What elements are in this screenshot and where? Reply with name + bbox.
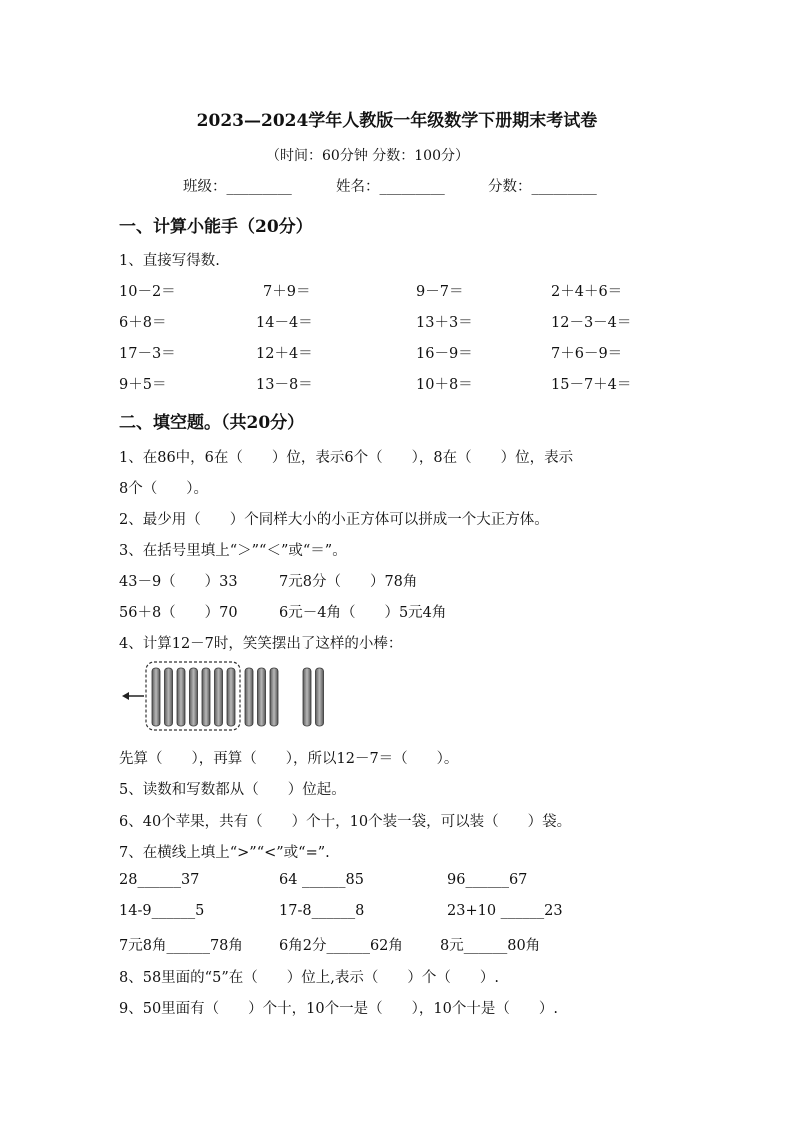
counting-stick [258, 668, 266, 726]
fill-q4: 4、计算12－7时，笑笑摆出了这样的小棒： [119, 636, 403, 652]
blank-compare-item: 64 ______85 [279, 872, 365, 888]
question-1-title: 1、直接写得数. [119, 253, 220, 269]
calc-item: 10－2＝ [119, 284, 176, 300]
calc-item: 6＋8＝ [119, 315, 167, 331]
calc-item: 13－8＝ [256, 377, 313, 393]
fill-q9: 9、50里面有（ ）个十，10个一是（ ），10个十是（ ）. [119, 1001, 558, 1017]
calc-item: 15－7＋4＝ [551, 377, 632, 393]
calc-item: 17－3＝ [119, 346, 176, 362]
counting-stick [177, 668, 185, 726]
fill-q6: 6、40个苹果，共有（ ）个十，10个装一袋，可以装（ ）袋。 [119, 814, 572, 830]
blank-compare-item: 14-9______5 [119, 903, 205, 919]
calc-item: 7＋6－9＝ [551, 346, 623, 362]
calc-item: 7＋9＝ [263, 284, 311, 300]
section-1-heading: 一、计算小能手（20分） [119, 217, 313, 237]
compare-item: 7元8分（ ）78角 [279, 574, 418, 590]
counting-stick [190, 668, 198, 726]
blank-compare-item: 8元______80角 [440, 938, 541, 954]
blank-compare-item: 23+10 ______23 [447, 903, 563, 919]
blank-compare-item: 6角2分______62角 [279, 938, 403, 954]
calc-item: 2＋4＋6＝ [551, 284, 623, 300]
fill-q5: 5、读数和写数都从（ ）位起。 [119, 782, 346, 798]
blank-compare-item: 17-8______8 [279, 903, 365, 919]
compare-item: 56＋8（ ）70 [119, 605, 238, 621]
class-field: 班级：_________ [183, 179, 292, 195]
exam-time-score: （时间：60分钟 分数：100分） [266, 148, 469, 164]
score-field: 分数：_________ [488, 179, 597, 195]
counting-stick [303, 668, 311, 726]
calc-item: 10＋8＝ [416, 377, 473, 393]
counting-stick [227, 668, 235, 726]
calc-item: 12＋4＝ [256, 346, 313, 362]
fill-q1-line2: 8个（ ）。 [119, 481, 208, 497]
calc-item: 9－7＝ [416, 284, 464, 300]
calc-item: 13＋3＝ [416, 315, 473, 331]
fill-q1-line1: 1、在86中，6在（ ）位，表示6个（ ），8在（ ）位，表示 [119, 450, 574, 466]
counting-stick [215, 668, 223, 726]
blank-compare-item: 96______67 [447, 872, 528, 888]
counting-stick [165, 668, 173, 726]
fill-q2: 2、最少用（ ）个同样大小的小正方体可以拼成一个大正方体。 [119, 512, 549, 528]
blank-compare-item: 28______37 [119, 872, 200, 888]
fill-q8: 8、58里面的“5”在（ ）位上,表示（ ）个（ ）. [119, 970, 499, 986]
counting-stick [270, 668, 278, 726]
calc-item: 12－3－4＝ [551, 315, 632, 331]
calc-item: 14－4＝ [256, 315, 313, 331]
fill-q4-answer: 先算（ ），再算（ ），所以12－7＝（ ）。 [119, 751, 459, 767]
fill-q7: 7、在横线上填上“>”“<”或“=”. [119, 845, 330, 861]
left-arrow-icon [122, 692, 144, 700]
counting-stick [152, 668, 160, 726]
counting-stick [316, 668, 324, 726]
counting-stick [245, 668, 253, 726]
page-title: 2023—2024学年人教版一年级数学下册期末考试卷 [196, 111, 598, 131]
counting-sticks-figure [118, 660, 348, 732]
section-2-heading: 二、填空题。（共20分） [119, 413, 305, 433]
calc-item: 16－9＝ [416, 346, 473, 362]
compare-item: 43－9（ ）33 [119, 574, 238, 590]
compare-item: 6元－4角（ ）5元4角 [279, 605, 447, 621]
counting-stick [202, 668, 210, 726]
name-field: 姓名：_________ [336, 179, 445, 195]
blank-compare-item: 7元8角______78角 [119, 938, 243, 954]
calc-item: 9＋5＝ [119, 377, 167, 393]
fill-q3: 3、在括号里填上“＞”“＜”或“＝”。 [119, 543, 347, 559]
